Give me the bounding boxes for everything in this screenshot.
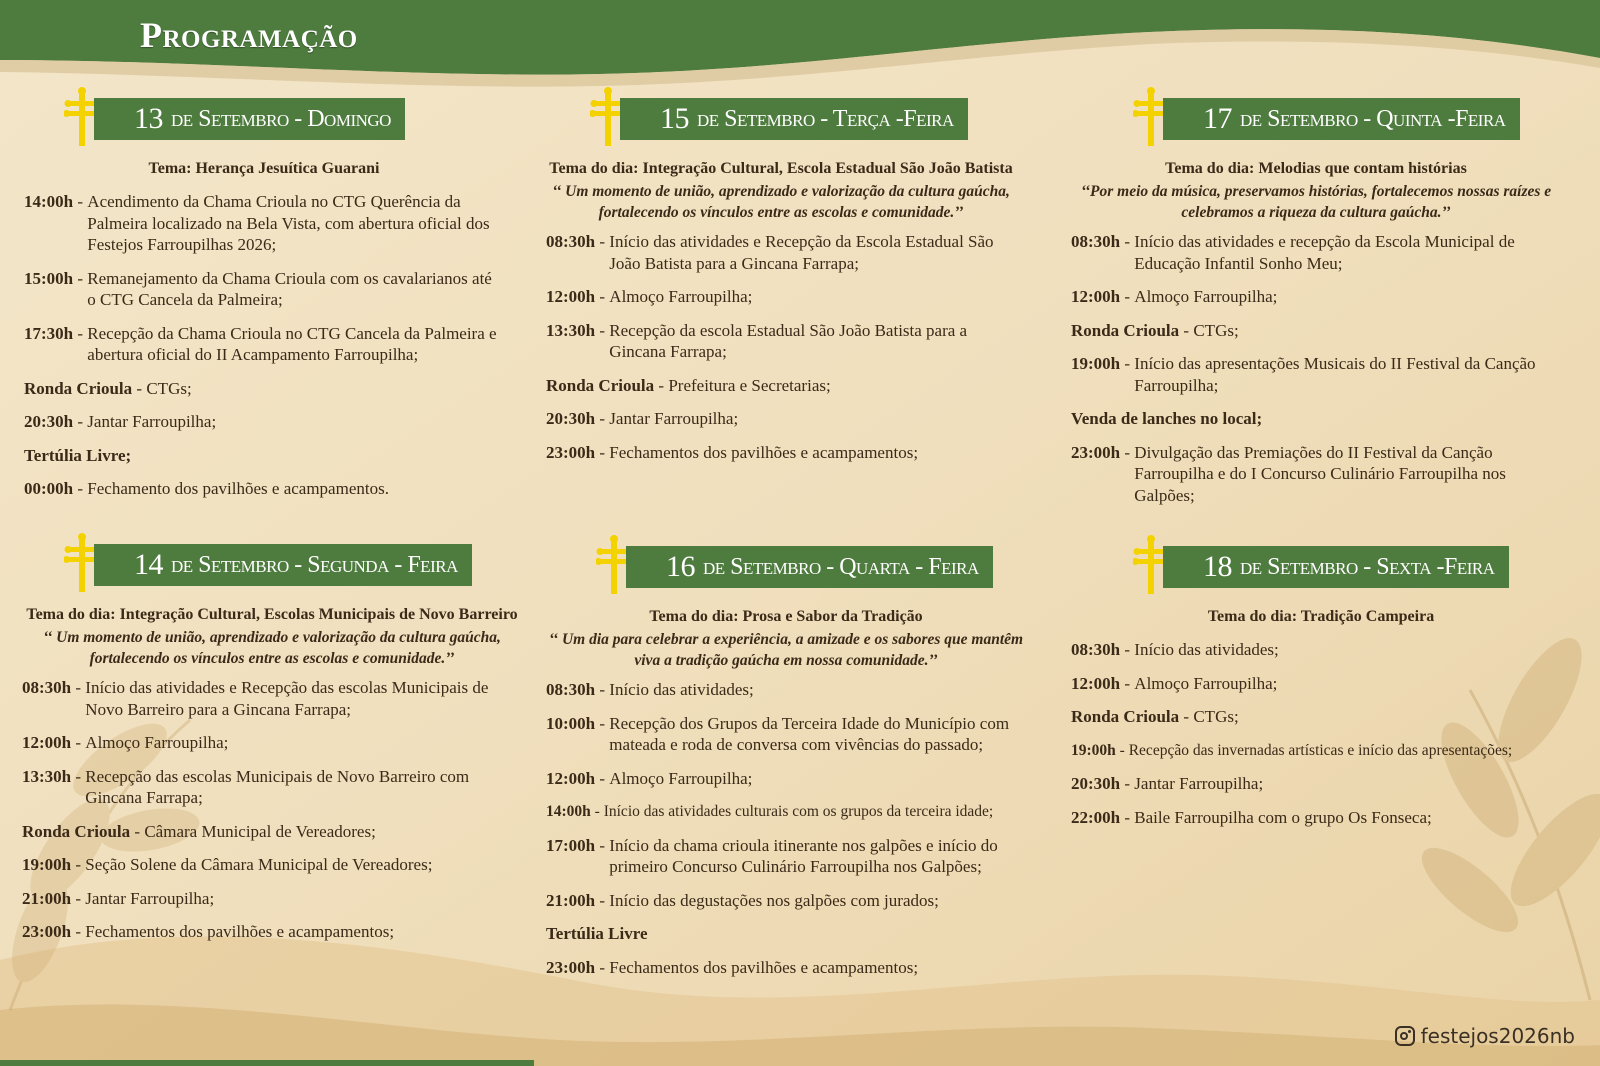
schedule-time: 08:30h <box>546 232 596 251</box>
instagram-icon <box>1395 1026 1415 1046</box>
schedule-item <box>24 191 504 256</box>
schedule-dash: - <box>73 192 88 211</box>
day-banner <box>1163 546 1509 588</box>
day-block-17 <box>1071 98 1593 518</box>
schedule-text: Início das atividades e Recepção das escolas Municipais de Novo Barreiro para a Gincana Farrapa; <box>85 678 489 719</box>
schedule-dash: - <box>595 287 610 306</box>
day-banner <box>620 98 968 140</box>
schedule-item <box>1071 231 1561 274</box>
schedule-time: Tertúlia Livre <box>546 924 648 943</box>
schedule-time: 08:30h <box>546 680 596 699</box>
schedule-dash: - <box>71 678 86 697</box>
schedule-time: 10:00h <box>546 713 596 733</box>
day-header-text: de Setembro - Quarta - Feira <box>703 553 979 580</box>
schedule-time: 20:30h <box>24 412 74 431</box>
schedule-time: 14:00h <box>546 803 591 820</box>
day-number: 17 <box>1203 102 1232 135</box>
day-header <box>1133 546 1593 596</box>
schedule-time: 23:00h <box>546 957 596 977</box>
schedule-item <box>22 854 522 876</box>
schedule-item <box>546 923 1026 945</box>
schedule-text: Fechamento dos pavilhões e acampamentos. <box>87 479 389 498</box>
schedule-dash: - <box>1120 807 1135 827</box>
schedule-text: Acendimento da Chama Crioula no CTG Querência da Palmeira localizado na Bela Vista, com abertura oficial dos Festejos Farroupilhas 2026; <box>87 192 490 254</box>
day-quote: ‘‘ Um momento de união, aprendizado e valorização da cultura gaúcha, fortalecendo os vínculos entre as escolas e comunidade.’’ <box>552 183 1010 221</box>
schedule-time: 14:00h <box>24 192 74 211</box>
schedule-item <box>22 821 522 843</box>
schedule-text: Início das atividades; <box>1134 640 1279 659</box>
schedule-text: CTGs; <box>1193 320 1239 340</box>
schedule-text: Almoço Farroupilha; <box>609 768 753 788</box>
schedule-item <box>546 713 1026 756</box>
day-header <box>590 98 1060 148</box>
schedule-dash: - <box>71 888 86 908</box>
schedule-dash: - <box>130 821 145 841</box>
day-header-text: de Setembro - Quinta -Feira <box>1240 105 1506 132</box>
schedule-item <box>24 478 504 500</box>
schedule-item <box>546 408 1016 430</box>
schedule-time: Ronda Crioula <box>546 375 655 395</box>
schedule-time: 19:00h <box>22 855 72 874</box>
schedule-dash: - <box>590 803 604 820</box>
schedule-item <box>22 921 522 943</box>
schedule-time: 17:30h <box>24 323 74 343</box>
schedule-dash: - <box>73 268 88 288</box>
schedule-time: Ronda Crioula <box>24 378 133 398</box>
schedule-item <box>1071 673 1571 695</box>
day-block-18 <box>1071 546 1593 840</box>
schedule-item <box>546 679 1026 701</box>
schedule-dash: - <box>1120 232 1135 251</box>
schedule-dash: - <box>73 412 88 431</box>
schedule-dash: - <box>73 323 88 343</box>
schedule-dash: - <box>1120 442 1135 462</box>
schedule-time: 08:30h <box>1071 640 1121 659</box>
day-block-15 <box>546 98 1060 475</box>
schedule-time: 12:00h <box>1071 673 1121 693</box>
schedule-text: Recepção das invernadas artísticas e início das apresentações; <box>1128 741 1513 759</box>
schedule-dash: - <box>71 922 86 941</box>
schedule-item <box>24 268 504 311</box>
day-header <box>64 98 524 148</box>
schedule-item <box>546 801 1026 823</box>
schedule-item <box>1071 320 1561 342</box>
schedule-text: Jantar Farroupilha; <box>85 888 215 908</box>
schedule-time: 20:30h <box>546 409 596 428</box>
schedule-item <box>24 411 504 433</box>
schedule-dash: - <box>654 375 669 395</box>
schedule-dash: - <box>595 713 610 733</box>
schedule-dash: - <box>1120 354 1135 373</box>
schedule-item <box>1071 807 1571 829</box>
schedule-time: Tertúlia Livre; <box>24 445 132 465</box>
day-schedule <box>1071 158 1561 506</box>
schedule-item <box>1071 773 1571 795</box>
schedule-text: Início das apresentações Musicais do II Festival da Canção Farroupilha; <box>1134 354 1536 395</box>
instagram-handle[interactable] <box>1395 1024 1575 1048</box>
schedule-dash: - <box>595 680 610 699</box>
schedule-time: 13:30h <box>22 766 72 786</box>
schedule-text: Início das degustações nos galpões com jurados; <box>609 890 939 910</box>
schedule-text: Jantar Farroupilha; <box>1134 774 1264 793</box>
bottom-left-green-bar <box>0 1060 534 1066</box>
schedule-time: 12:00h <box>1071 287 1121 306</box>
schedule-item <box>22 888 522 910</box>
schedule-dash: - <box>595 320 610 340</box>
schedule-text: Recepção dos Grupos da Terceira Idade do Município com mateada e roda de conversa com vivências do passado; <box>609 713 1010 754</box>
schedule-time: 19:00h <box>1071 741 1116 759</box>
schedule-text: Fechamentos dos pavilhões e acampamentos; <box>85 922 395 941</box>
day-quote: ‘‘ Um momento de união, aprendizado e valorização da cultura gaúcha, fortalecendo os vínculos entre as escolas e comunidade.’’ <box>43 629 501 667</box>
day-block-13 <box>24 98 524 512</box>
schedule-item <box>1071 408 1561 430</box>
schedule-text: Início das atividades culturais com os grupos da terceira idade; <box>603 803 994 820</box>
day-header-text: de Setembro - Domingo <box>171 105 391 132</box>
day-schedule <box>24 158 504 500</box>
schedule-dash: - <box>71 733 86 752</box>
schedule-dash: - <box>1179 707 1194 726</box>
day-banner <box>626 546 993 588</box>
page-title: Programação <box>140 15 358 55</box>
schedule-time: 20:30h <box>1071 774 1121 793</box>
schedule-item <box>1071 639 1571 661</box>
schedule-dash: - <box>71 855 86 874</box>
schedule-dash: - <box>1115 741 1129 759</box>
schedule-time: 17:00h <box>546 835 596 855</box>
day-banner <box>1163 98 1520 140</box>
schedule-item <box>546 890 1026 912</box>
schedule-item <box>24 445 504 467</box>
day-header <box>1133 98 1593 148</box>
schedule-text: Divulgação das Premiações do II Festival da Canção Farroupilha e do I Concurso Culinário Farroupilha nos Galpões; <box>1134 442 1506 505</box>
day-theme: Tema do dia: Prosa e Sabor da Tradição <box>649 608 923 625</box>
schedule-time: 23:00h <box>546 442 596 462</box>
schedule-time: 22:00h <box>1071 807 1121 827</box>
schedule-time: 13:30h <box>546 320 596 340</box>
schedule-text: Seção Solene da Câmara Municipal de Vereadores; <box>85 855 433 874</box>
day-header <box>596 546 1066 596</box>
day-block-14 <box>22 544 524 955</box>
schedule-time: 19:00h <box>1071 354 1121 373</box>
schedule-dash: - <box>1120 673 1135 693</box>
day-schedule <box>546 606 1026 978</box>
day-header-text: de Setembro - Sexta -Feira <box>1240 553 1495 580</box>
schedule-item <box>546 231 1016 274</box>
schedule-item <box>22 732 522 754</box>
schedule-dash: - <box>132 378 147 398</box>
schedule-time: 12:00h <box>546 768 596 788</box>
day-number: 13 <box>134 102 163 135</box>
day-banner <box>94 544 472 586</box>
schedule-item <box>1071 740 1571 762</box>
schedule-dash: - <box>73 479 88 498</box>
instagram-handle-text: festejos2026nb <box>1420 1024 1575 1048</box>
schedule-item <box>546 286 1016 308</box>
day-theme: Tema do dia: Integração Cultural, Escola Estadual São João Batista <box>549 160 1013 177</box>
schedule-dash: - <box>595 890 610 910</box>
schedule-dash: - <box>595 768 610 788</box>
schedule-time: 12:00h <box>546 287 596 306</box>
schedule-dash: - <box>1120 287 1135 306</box>
schedule-dash: - <box>1120 774 1135 793</box>
schedule-item <box>22 766 522 809</box>
day-header <box>64 544 524 594</box>
schedule-text: Início das atividades e recepção da Escola Municipal de Educação Infantil Sonho Meu; <box>1134 232 1515 273</box>
schedule-item <box>1071 706 1571 728</box>
schedule-dash: - <box>595 409 610 428</box>
schedule-time: Venda de lanches no local; <box>1071 409 1263 428</box>
schedule-time: 23:00h <box>22 922 72 941</box>
schedule-item <box>24 378 504 400</box>
schedule-dash: - <box>595 835 610 855</box>
day-number: 16 <box>666 550 695 583</box>
schedule-dash: - <box>595 442 610 462</box>
schedule-text: Início da chama crioula itinerante nos galpões e início do primeiro Concurso Culinário Farroupilha nos Galpões; <box>609 835 998 876</box>
schedule-dash: - <box>1179 320 1194 340</box>
schedule-time: Ronda Crioula <box>1071 320 1180 340</box>
day-number: 18 <box>1203 550 1232 583</box>
schedule-text: CTGs; <box>1193 707 1239 726</box>
schedule-item <box>1071 353 1561 396</box>
schedule-item <box>546 835 1026 878</box>
schedule-dash: - <box>1120 640 1135 659</box>
schedule-item <box>22 677 522 720</box>
schedule-text: Câmara Municipal de Vereadores; <box>144 821 376 841</box>
day-theme: Tema: Herança Jesuítica Guarani <box>148 160 380 177</box>
day-schedule <box>546 158 1016 463</box>
day-block-16 <box>546 546 1066 990</box>
schedule-item <box>1071 442 1561 507</box>
schedule-text: Jantar Farroupilha; <box>87 412 217 431</box>
schedule-text: Início das atividades e Recepção da Escola Estadual São João Batista para a Gincana Farrapa; <box>609 232 994 273</box>
day-header-text: de Setembro - Segunda - Feira <box>171 551 458 578</box>
schedule-text: CTGs; <box>146 378 192 398</box>
schedule-dash: - <box>595 957 610 977</box>
schedule-text: Almoço Farroupilha; <box>85 733 229 752</box>
schedule-time: 21:00h <box>546 890 596 910</box>
day-schedule <box>22 604 522 943</box>
day-theme: Tema do dia: Integração Cultural, Escolas Municipais de Novo Barreiro <box>26 606 518 623</box>
day-theme: Tema do dia: Melodias que contam histórias <box>1165 160 1467 177</box>
schedule-dash: - <box>595 232 610 251</box>
schedule-time: 21:00h <box>22 888 72 908</box>
schedule-item <box>546 442 1016 464</box>
schedule-text: Almoço Farroupilha; <box>1134 287 1278 306</box>
schedule-time: Ronda Crioula <box>1071 707 1180 726</box>
day-header-text: de Setembro - Terça -Feira <box>697 105 954 132</box>
schedule-time: 12:00h <box>22 733 72 752</box>
schedule-text: Almoço Farroupilha; <box>609 287 753 306</box>
schedule-item <box>546 957 1026 979</box>
schedule-time: 08:30h <box>1071 232 1121 251</box>
day-schedule <box>1071 606 1571 828</box>
schedule-text: Remanejamento da Chama Crioula com os cavalarianos até o CTG Cancela da Palmeira; <box>87 268 492 309</box>
schedule-item <box>546 375 1016 397</box>
schedule-text: Fechamentos dos pavilhões e acampamentos; <box>609 957 919 977</box>
day-number: 15 <box>660 102 689 135</box>
schedule-text: Almoço Farroupilha; <box>1134 673 1278 693</box>
schedule-time: 15:00h <box>24 268 74 288</box>
schedule-text: Baile Farroupilha com o grupo Os Fonseca; <box>1134 807 1432 827</box>
schedule-time: 23:00h <box>1071 442 1121 462</box>
schedule-item <box>24 323 504 366</box>
schedule-text: Recepção da Chama Crioula no CTG Cancela da Palmeira e abertura oficial do II Acampamento Farroupilha; <box>87 323 497 364</box>
schedule-text: Recepção das escolas Municipais de Novo Barreiro com Gincana Farrapa; <box>85 766 470 807</box>
day-quote: ‘‘Por meio da música, preservamos histórias, fortalecemos nossas raízes e celebramos a riqueza da cultura gaúcha.’’ <box>1080 183 1552 221</box>
schedule-text: Início das atividades; <box>609 680 754 699</box>
schedule-time: 00:00h <box>24 479 74 498</box>
schedule-item <box>546 768 1026 790</box>
schedule-item <box>1071 286 1561 308</box>
schedule-text: Jantar Farroupilha; <box>609 409 739 428</box>
schedule-text: Recepção da escola Estadual São João Batista para a Gincana Farrapa; <box>609 320 968 361</box>
day-banner <box>94 98 405 140</box>
day-theme: Tema do dia: Tradição Campeira <box>1207 608 1435 625</box>
schedule-time: Ronda Crioula <box>22 821 131 841</box>
schedule-text: Prefeitura e Secretarias; <box>668 375 831 395</box>
schedule-dash: - <box>71 766 86 786</box>
day-quote: ‘‘ Um dia para celebrar a experiência, a amizade e os sabores que mantêm viva a tradição gaúcha em nossa comunidade.’’ <box>548 631 1024 669</box>
schedule-time: 08:30h <box>22 678 72 697</box>
schedule-item <box>546 320 1016 363</box>
day-number: 14 <box>134 548 163 581</box>
schedule-text: Fechamentos dos pavilhões e acampamentos; <box>609 442 919 462</box>
